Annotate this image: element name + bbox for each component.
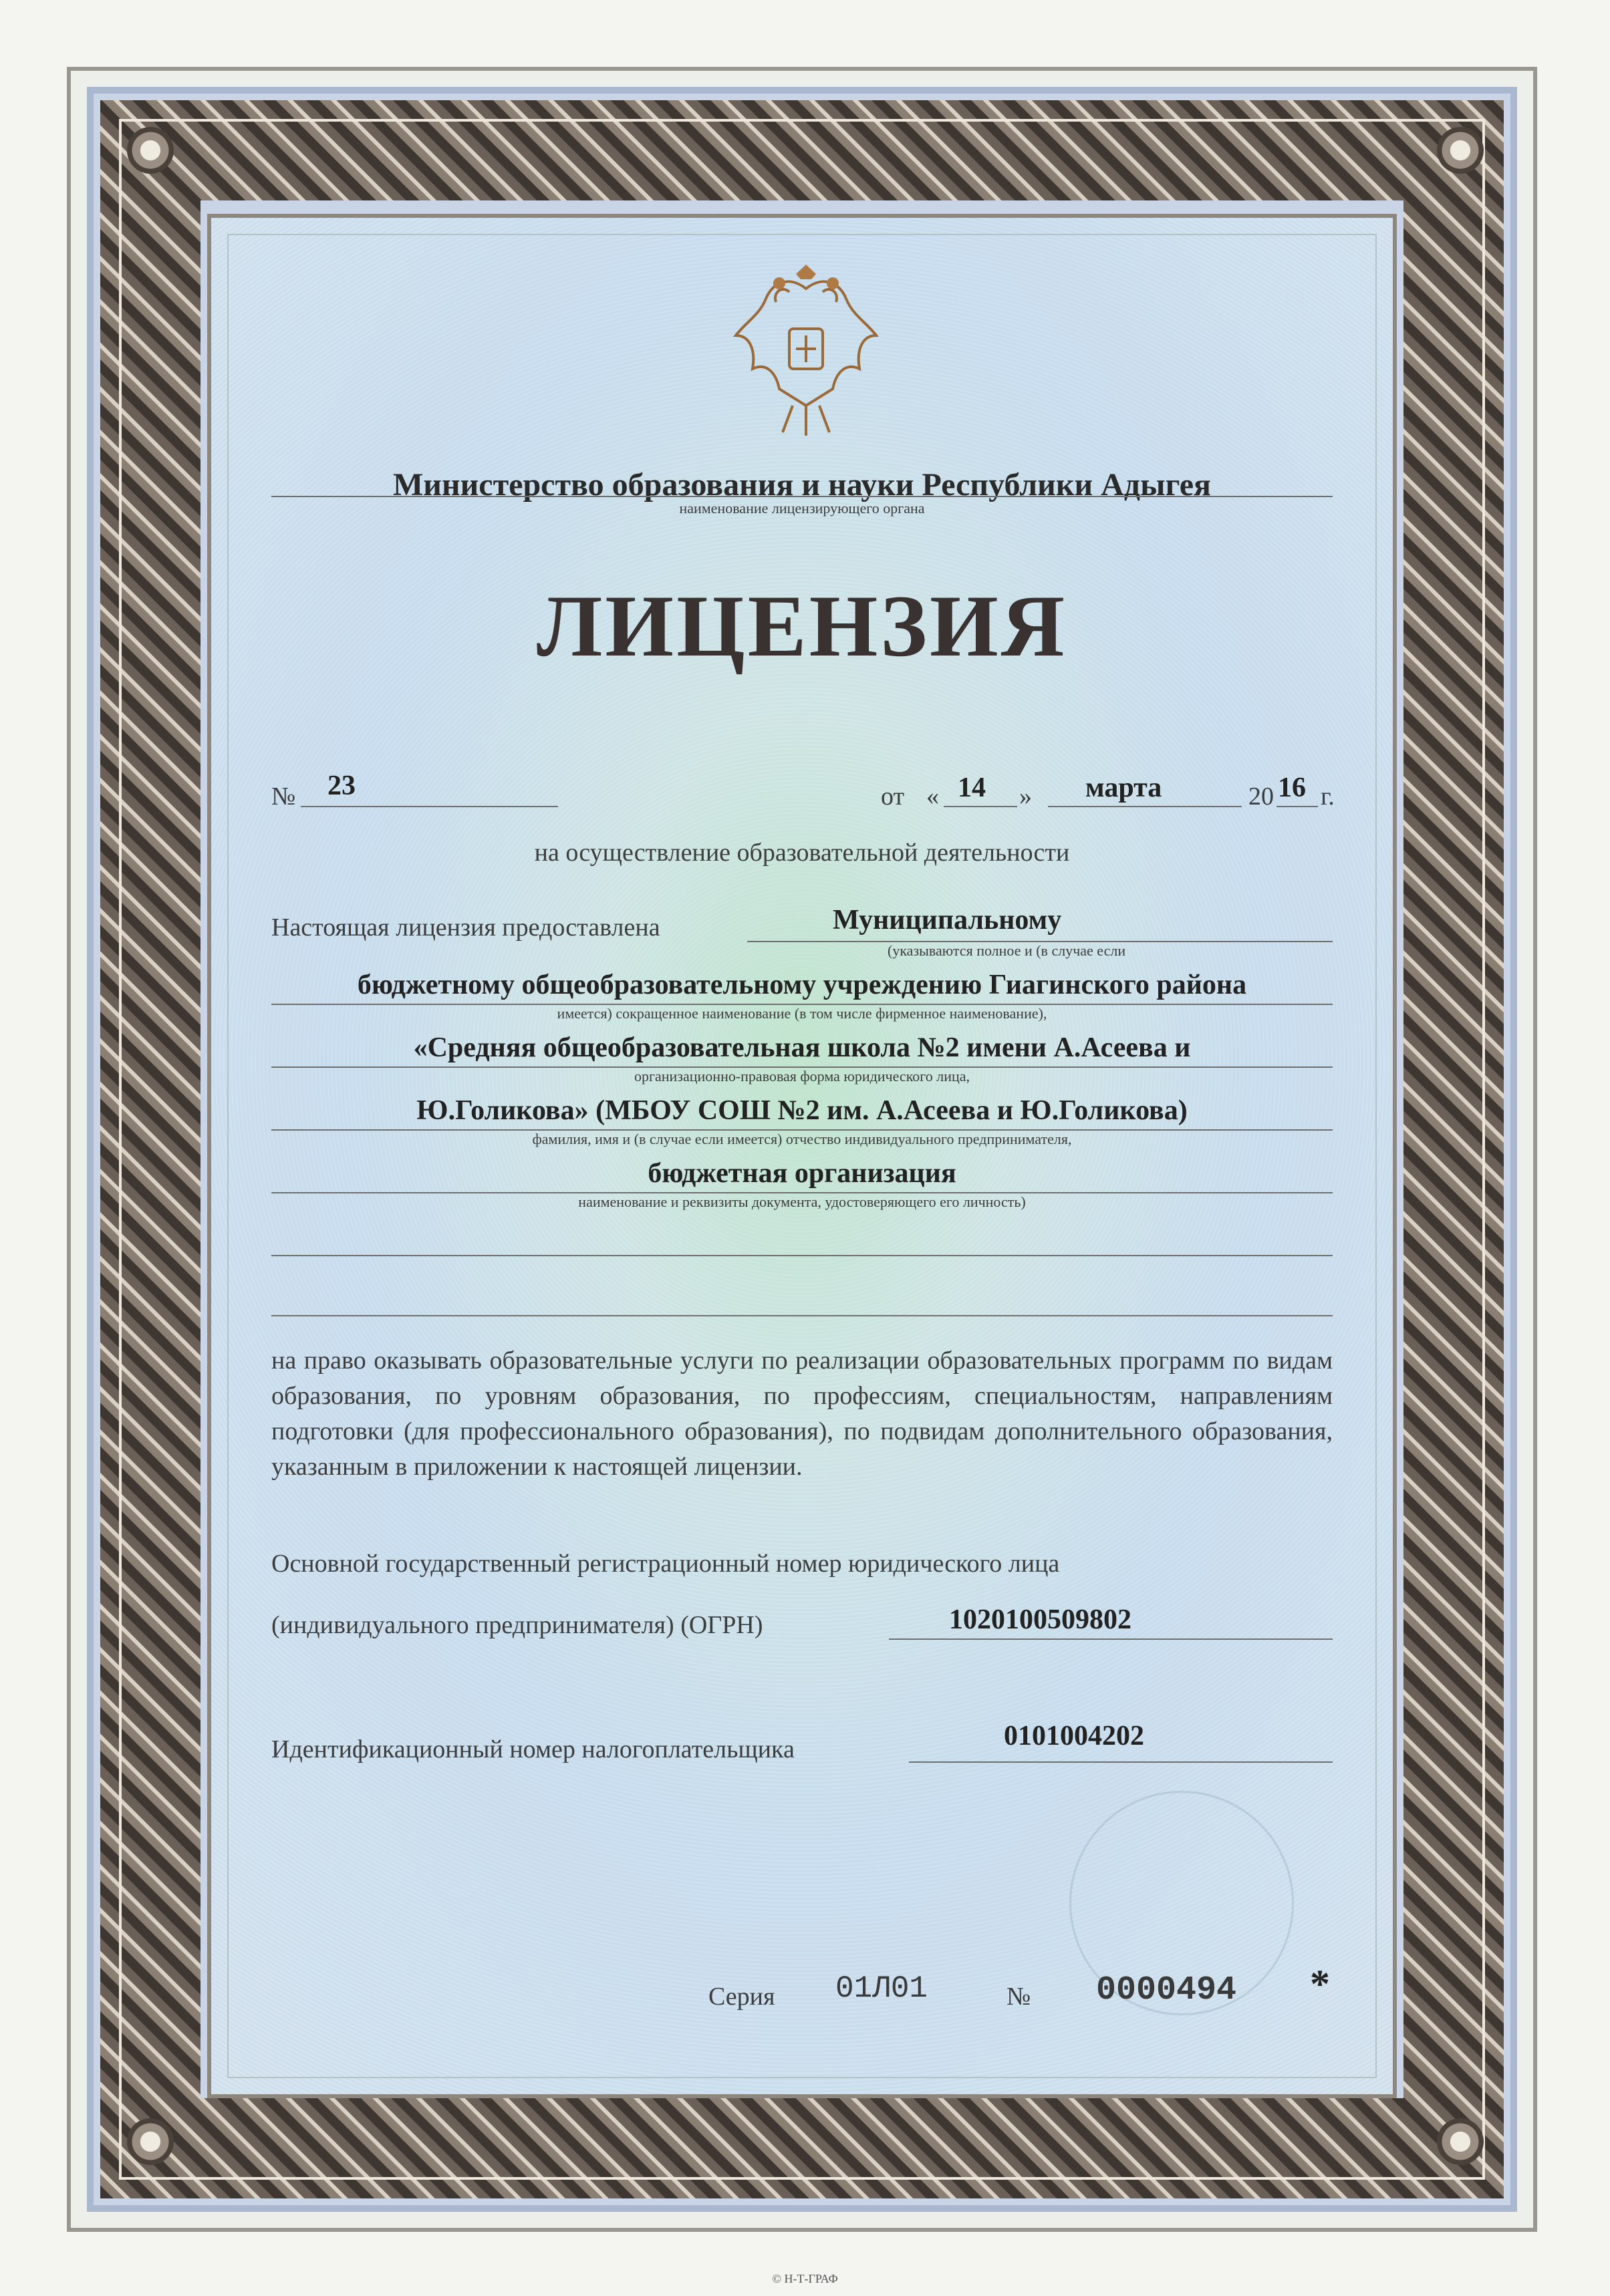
quote-close: » — [1019, 782, 1032, 811]
grantee-hint-1: (указываются полное и (в случае если — [888, 942, 1126, 959]
license-number: 23 — [327, 770, 356, 801]
license-purpose: на осуществление образовательной деятельности — [534, 839, 1070, 867]
grantee-line-3: «Средняя общеобразовательная школа №2 имени А.Асеева и — [413, 1032, 1191, 1063]
russian-double-headed-eagle-icon — [726, 262, 886, 442]
quote-open: « — [926, 782, 939, 811]
corner-rosette-icon — [127, 127, 174, 174]
ogrn-label-line-2: (индивидуального предпринимателя) (ОГРН) — [271, 1611, 763, 1639]
grantee-line-1: Муниципальному — [833, 905, 1062, 936]
grantee-intro: Настоящая лицензия предоставлена — [271, 913, 660, 942]
series-value: 01Л01 — [835, 1971, 928, 2006]
inn-underline — [909, 1761, 1333, 1763]
grantee-hint-4: фамилия, имя и (в случае если имеется) отчество индивидуального предпринимателя, — [532, 1131, 1072, 1147]
number-label: № — [271, 782, 296, 811]
document-title: ЛИЦЕНЗИЯ — [536, 577, 1068, 675]
inn-value: 0101004202 — [1004, 1721, 1144, 1751]
blank-underline-1 — [271, 1255, 1333, 1256]
license-day: 14 — [958, 772, 986, 803]
ministry-name: Министерство образования и науки Республики Адыгея — [393, 467, 1211, 503]
rights-paragraph: на право оказывать образовательные услуги по реализации образовательных программ по видам образования, по уровням образования, по профессиям, специальностям, направлениям подготовки (для профессионального образования), по подвидам дополнительного образования, указанным в приложении к настоящей лицензии. — [271, 1346, 1333, 1481]
corner-rosette-icon — [127, 2118, 174, 2165]
year-underline — [1277, 806, 1318, 807]
grantee-line-2: бюджетному общеобразовательному учреждению Гиагинского района — [357, 970, 1247, 1000]
month-underline — [1048, 806, 1242, 807]
license-year: 16 — [1278, 772, 1306, 803]
grantee-hint-2: имеется) сокращенное наименование (в том числе фирменное наименование), — [557, 1005, 1047, 1022]
printer-copyright: © Н-Т-ГРАФ — [772, 2272, 838, 2285]
grantee-hint-5: наименование и реквизиты документа, удостоверяющего его личность) — [578, 1193, 1026, 1210]
ogrn-label-line-1: Основной государственный регистрационный номер юридического лица — [271, 1550, 1060, 1578]
date-from-label: от — [881, 782, 905, 811]
grantee-line-4: Ю.Голикова» (МБОУ СОШ №2 им. А.Асеева и Ю.Голикова) — [416, 1095, 1188, 1126]
corner-rosette-icon — [1437, 2118, 1484, 2165]
day-underline — [944, 806, 1017, 807]
asterisk-mark: * — [1310, 1962, 1330, 2006]
blank-number-label: № — [1007, 1983, 1031, 2011]
ministry-hint: наименование лицензирующего органа — [679, 500, 925, 517]
blank-underline-2 — [271, 1315, 1333, 1316]
year-unit: г. — [1321, 782, 1335, 811]
inn-label: Идентификационный номер налогоплательщика — [271, 1735, 795, 1763]
year-prefix: 20 — [1248, 782, 1274, 811]
grantee-hint-3: организационно-правовая форма юридического лица, — [634, 1068, 970, 1085]
license-month: марта — [1085, 772, 1162, 803]
ministry-underline — [271, 496, 1333, 497]
grantee-line-5: бюджетная организация — [648, 1158, 956, 1189]
ogrn-underline — [889, 1638, 1333, 1640]
corner-rosette-icon — [1437, 127, 1484, 174]
blank-number-value: 0000494 — [1096, 1971, 1237, 2009]
series-label: Серия — [708, 1983, 775, 2011]
ogrn-value: 1020100509802 — [949, 1604, 1131, 1635]
number-underline — [301, 806, 558, 807]
